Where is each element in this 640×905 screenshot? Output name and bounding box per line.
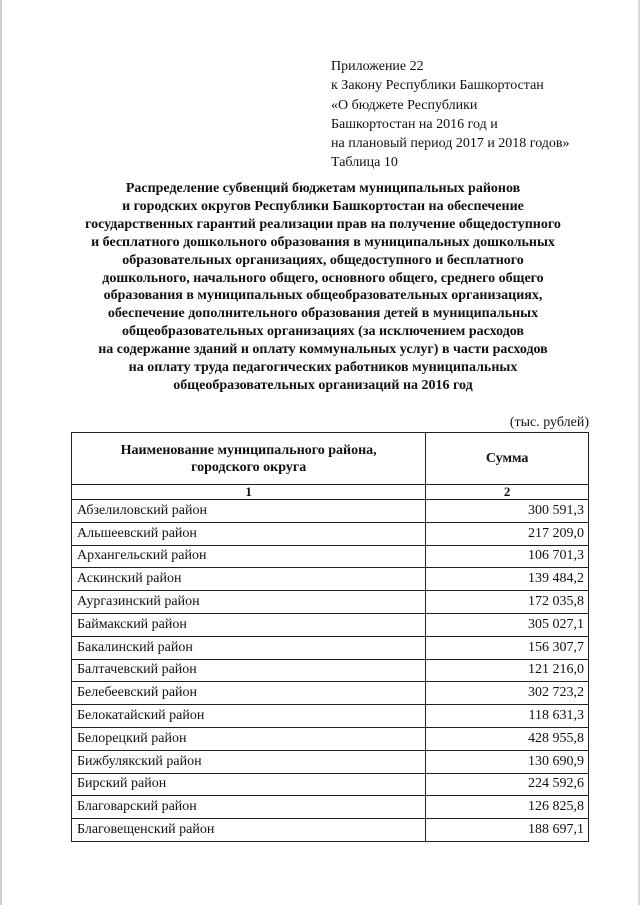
column-number-row [72, 485, 589, 500]
title-line: Распределение субвенций бюджетам муниципальных районов [125, 181, 521, 196]
table-row [72, 727, 589, 750]
title-line: и бесплатного дошкольного образования в муниципальных дошкольных [91, 234, 555, 250]
district-sum: 428 955,8 [426, 727, 589, 750]
table-row [72, 819, 589, 842]
district-name: Благовещенский район [72, 819, 426, 842]
title-line: дошкольного, начального общего, основного общего, среднего общего [102, 270, 544, 286]
district-sum: 188 697,1 [426, 819, 589, 842]
district-sum: 300 591,3 [426, 500, 589, 523]
title-line: образования в муниципальных общеобразовательных организациях, [103, 288, 543, 304]
district-sum: 156 307,7 [426, 636, 589, 659]
table-row [72, 545, 589, 568]
table-body [72, 500, 589, 842]
district-sum: 305 027,1 [426, 613, 589, 636]
district-sum: 302 723,2 [426, 682, 589, 705]
district-sum: 139 484,2 [426, 568, 589, 591]
district-sum: 172 035,8 [426, 591, 589, 614]
column-number: 2 [426, 485, 589, 500]
district-name: Баймакский район [72, 613, 426, 636]
table-row [72, 750, 589, 773]
document-title [60, 180, 586, 395]
table-row [72, 636, 589, 659]
district-name: Белорецкий район [72, 727, 426, 750]
column-number: 1 [72, 485, 426, 500]
appendix-line: «О бюджете Республики [331, 97, 478, 113]
district-sum: 121 216,0 [426, 659, 589, 682]
table-row [72, 773, 589, 796]
district-name: Белокатайский район [72, 705, 426, 728]
column-header-name-line: Наименование муниципального района, [120, 442, 377, 458]
district-name: Белебеевский район [72, 682, 426, 705]
column-header-name [72, 433, 426, 485]
table-row [72, 591, 589, 614]
table-number: Таблица 10 [331, 155, 398, 171]
appendix-line: на плановый период 2017 и 2018 годов» [331, 136, 570, 152]
district-name: Аскинский район [72, 568, 426, 591]
district-sum: 217 209,0 [426, 522, 589, 545]
title-line: образовательных организациях, общедоступного и бесплатного [122, 252, 524, 268]
table-row [72, 522, 589, 545]
district-sum: 130 690,9 [426, 750, 589, 773]
district-sum: 118 631,3 [426, 705, 589, 728]
table-row [72, 705, 589, 728]
district-sum: 106 701,3 [426, 545, 589, 568]
title-line: на содержание зданий и оплату коммунальных услуг) в части расходов [98, 342, 548, 358]
table-row [72, 568, 589, 591]
district-sum: 224 592,6 [426, 773, 589, 796]
title-line: государственных гарантий реализации прав на получение общедоступного [85, 216, 561, 232]
table-row [72, 613, 589, 636]
appendix-line: Башкортостан на 2016 год и [331, 116, 498, 132]
district-name: Архангельский район [72, 545, 426, 568]
title-line: обеспечение дополнительного образования детей в муниципальных [107, 306, 539, 322]
district-name: Благоварский район [72, 796, 426, 819]
title-line: общеобразовательных организациях (за исключением расходов [122, 324, 524, 340]
scan-edge-left [0, 0, 2, 905]
table-row [72, 500, 589, 523]
units-label: (тыс. рублей) [509, 415, 589, 430]
table-row [72, 682, 589, 705]
district-name: Балтачевский район [72, 659, 426, 682]
title-line: и городских округов Республики Башкортостан на обеспечение [122, 198, 524, 214]
table-row [72, 796, 589, 819]
district-name: Бакалинский район [72, 636, 426, 659]
appendix-reference [331, 57, 631, 173]
table-header-row [72, 433, 589, 485]
district-name: Абзелиловский район [72, 500, 426, 523]
table-row [72, 659, 589, 682]
district-sum: 126 825,8 [426, 796, 589, 819]
district-name: Аургазинский район [72, 591, 426, 614]
column-header-sum: Сумма [426, 433, 589, 485]
title-line: на оплату труда педагогических работников муниципальных [128, 360, 518, 376]
district-name: Альшеевский район [72, 522, 426, 545]
subvention-table [71, 432, 589, 842]
district-name: Бижбулякский район [72, 750, 426, 773]
appendix-line: к Закону Республики Башкортостан [331, 78, 544, 94]
appendix-line: Приложение 22 [331, 59, 424, 74]
title-line: общеобразовательных организаций на 2016 год [173, 377, 473, 393]
district-name: Бирский район [72, 773, 426, 796]
column-header-name-line: городского округа [191, 459, 307, 475]
